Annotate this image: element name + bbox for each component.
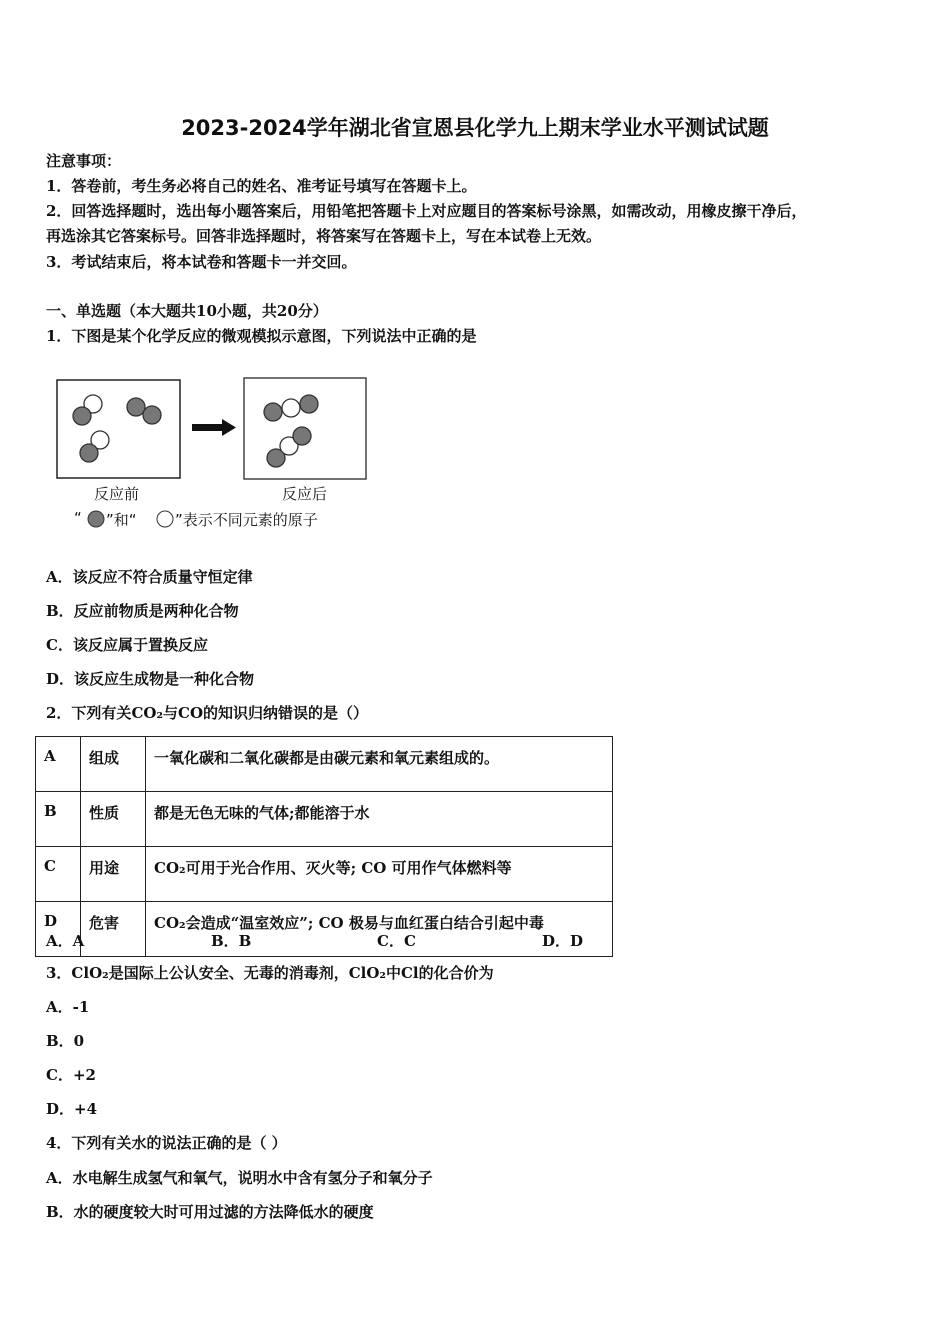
option: A．-1 (46, 998, 90, 1016)
row-category: 组成 (81, 737, 146, 792)
before-label: 反应前 (94, 485, 140, 503)
row-text: 都是无色无味的气体;都能溶于水 (146, 792, 613, 847)
row-text: CO₂会造成“温室效应”; CO 极易与血红蛋白结合引起中毒 (146, 902, 613, 957)
before-box (57, 380, 180, 478)
table-row (36, 792, 613, 847)
choice: B．B (211, 932, 252, 950)
notice-item: 3．考试结束后，将本试卷和答题卡一并交回。 (46, 253, 357, 271)
question-3-stem: 3．ClO₂是国际上公认安全、无毒的消毒剂，ClO₂中Cl的化合价为 (46, 964, 494, 982)
choice: C．C (377, 932, 416, 950)
option: A．该反应不符合质量守恒定律 (46, 568, 253, 586)
option: B．0 (46, 1032, 85, 1050)
table-row (36, 737, 613, 792)
row-key: C (36, 847, 81, 902)
after-label: 反应后 (282, 485, 328, 503)
notice-item: 2．回答选择题时，选出每小题答案后，用铅笔把答题卡上对应题目的答案标号涂黑，如需改动，用橡皮擦干净后， (46, 202, 807, 220)
choice: D．D (542, 932, 584, 950)
option: A．水电解生成氢气和氧气，说明水中含有氢分子和氧分子 (46, 1169, 433, 1187)
row-category: 危害 (81, 902, 146, 957)
choice: A．A (46, 932, 85, 950)
row-category: 用途 (81, 847, 146, 902)
row-category: 性质 (81, 792, 146, 847)
legend-text: ”表示不同元素的原子 (175, 511, 318, 529)
page-title: 2023-2024学年湖北省宣恩县化学九上期末学业水平测试试题 (181, 116, 769, 140)
row-text: 一氧化碳和二氧化碳都是由碳元素和氧元素组成的。 (146, 737, 613, 792)
molecules-before (73, 395, 161, 462)
row-key: B (36, 792, 81, 847)
option: C．+2 (46, 1066, 96, 1084)
legend-text: “ (74, 509, 82, 527)
row-text: CO₂可用于光合作用、灭火等; CO 可用作气体燃料等 (146, 847, 613, 902)
option: B．水的硬度较大时可用过滤的方法降低水的硬度 (46, 1203, 374, 1221)
row-key: A (36, 737, 81, 792)
table-row (36, 902, 613, 957)
question-1-stem: 1．下图是某个化学反应的微观模拟示意图，下列说法中正确的是 (46, 327, 477, 345)
section-heading: 一、单选题（本大题共10小题，共20分） (46, 302, 328, 320)
option: C．该反应属于置换反应 (46, 636, 208, 654)
notice-heading: 注意事项： (46, 152, 122, 170)
knowledge-table (35, 736, 613, 957)
notice-item: 1．答卷前，考生务必将自己的姓名、准考证号填写在答题卡上。 (46, 177, 477, 195)
row-key: D (36, 902, 81, 957)
option: B．反应前物质是两种化合物 (46, 602, 239, 620)
molecules-after (264, 395, 318, 467)
arrow-icon (192, 419, 236, 436)
option: D．该反应生成物是一种化合物 (46, 670, 255, 688)
question-2-stem: 2．下列有关CO₂与CO的知识归纳错误的是（） (46, 704, 369, 722)
legend-text: ”和“ (106, 511, 137, 529)
gray-atom-icon (88, 511, 104, 527)
notice-item: 再选涂其它答案标号。回答非选择题时，将答案写在答题卡上，写在本试卷上无效。 (46, 227, 602, 245)
option: D．+4 (46, 1100, 98, 1118)
question-4-stem: 4．下列有关水的说法正确的是（ ） (46, 1134, 287, 1152)
reaction-diagram (0, 0, 950, 560)
table-row (36, 847, 613, 902)
white-atom-icon (157, 511, 173, 527)
